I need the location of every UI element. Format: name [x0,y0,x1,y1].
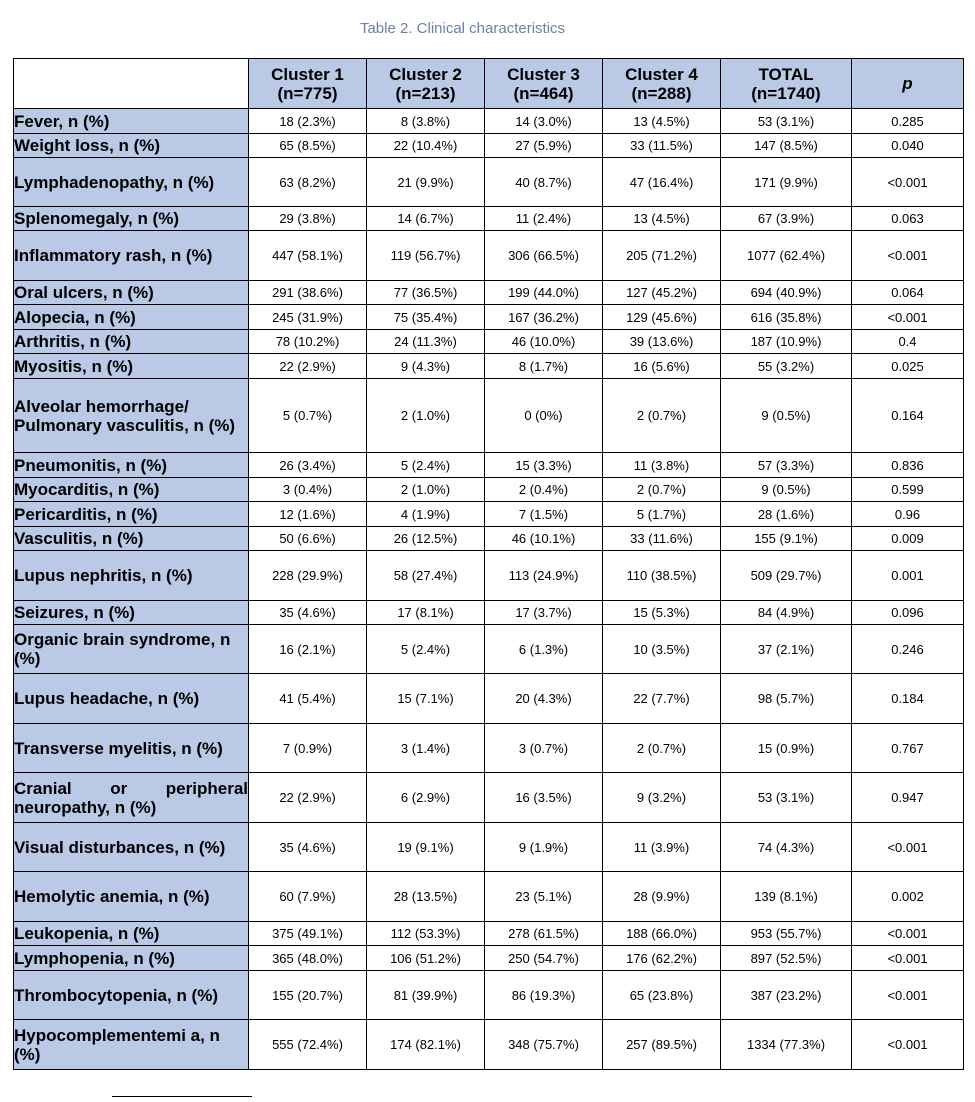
cell-cluster-2: 112 (53.3%) [367,922,485,946]
cell-cluster-1: 228 (29.9%) [249,551,367,601]
cell-p-value: 0.002 [852,872,964,922]
cell-cluster-4: 205 (71.2%) [603,231,721,281]
cell-p-value: <0.001 [852,971,964,1020]
cell-cluster-2: 2 (1.0%) [367,379,485,453]
row-label: Visual disturbances, n (%) [14,823,249,872]
cell-cluster-4: 110 (38.5%) [603,551,721,601]
cell-cluster-1: 60 (7.9%) [249,872,367,922]
cell-cluster-4: 11 (3.8%) [603,453,721,478]
cell-total: 187 (10.9%) [721,330,852,354]
cell-cluster-1: 12 (1.6%) [249,502,367,527]
cell-total: 1077 (62.4%) [721,231,852,281]
cell-p-value: <0.001 [852,823,964,872]
row-label: Pericarditis, n (%) [14,502,249,527]
cell-total: 28 (1.6%) [721,502,852,527]
cell-cluster-1: 35 (4.6%) [249,823,367,872]
cell-cluster-1: 18 (2.3%) [249,109,367,134]
cell-cluster-4: 5 (1.7%) [603,502,721,527]
cell-total: 155 (9.1%) [721,527,852,551]
cell-total: 55 (3.2%) [721,354,852,379]
col-header-cluster-4 [603,59,721,109]
header-row [14,59,964,109]
cell-cluster-3: 306 (66.5%) [485,231,603,281]
table-row [14,922,964,946]
table-row [14,281,964,305]
cell-cluster-4: 127 (45.2%) [603,281,721,305]
clinical-characteristics-table [13,58,964,1070]
cell-cluster-3: 348 (75.7%) [485,1020,603,1070]
cell-cluster-3: 0 (0%) [485,379,603,453]
table-row [14,601,964,625]
cell-cluster-3: 6 (1.3%) [485,625,603,674]
cell-cluster-1: 365 (48.0%) [249,946,367,971]
cell-cluster-3: 2 (0.4%) [485,478,603,502]
cell-total: 616 (35.8%) [721,305,852,330]
cell-cluster-3: 23 (5.1%) [485,872,603,922]
footnote-divider [112,1096,252,1097]
cell-cluster-3: 250 (54.7%) [485,946,603,971]
cell-total: 147 (8.5%) [721,134,852,158]
cell-total: 84 (4.9%) [721,601,852,625]
cell-cluster-3: 15 (3.3%) [485,453,603,478]
cell-p-value: 0.096 [852,601,964,625]
cell-cluster-4: 188 (66.0%) [603,922,721,946]
cell-cluster-3: 7 (1.5%) [485,502,603,527]
cell-cluster-3: 20 (4.3%) [485,674,603,724]
cell-p-value: 0.009 [852,527,964,551]
cell-cluster-1: 291 (38.6%) [249,281,367,305]
cell-cluster-4: 13 (4.5%) [603,109,721,134]
cell-p-value: <0.001 [852,305,964,330]
table-row [14,971,964,1020]
cell-cluster-4: 11 (3.9%) [603,823,721,872]
cell-cluster-1: 29 (3.8%) [249,207,367,231]
row-label: Fever, n (%) [14,109,249,134]
cell-p-value: 0.96 [852,502,964,527]
cell-p-value: 0.064 [852,281,964,305]
cell-cluster-1: 41 (5.4%) [249,674,367,724]
row-label: Hemolytic anemia, n (%) [14,872,249,922]
cell-cluster-4: 2 (0.7%) [603,724,721,773]
table-row [14,674,964,724]
cell-cluster-3: 27 (5.9%) [485,134,603,158]
cell-cluster-3: 199 (44.0%) [485,281,603,305]
row-label: Pneumonitis, n (%) [14,453,249,478]
cell-cluster-1: 155 (20.7%) [249,971,367,1020]
row-label: Lymphopenia, n (%) [14,946,249,971]
cell-p-value: 0.001 [852,551,964,601]
cell-cluster-2: 9 (4.3%) [367,354,485,379]
cell-cluster-4: 22 (7.7%) [603,674,721,724]
col-header-title: TOTAL [758,64,814,84]
cell-p-value: <0.001 [852,922,964,946]
table-row [14,1020,964,1070]
table-row [14,207,964,231]
table-caption: Table 2. Clinical characteristics [359,20,566,37]
cell-cluster-4: 15 (5.3%) [603,601,721,625]
cell-total: 57 (3.3%) [721,453,852,478]
cell-p-value: <0.001 [852,158,964,207]
cell-total: 53 (3.1%) [721,109,852,134]
cell-p-value: 0.4 [852,330,964,354]
cell-cluster-3: 86 (19.3%) [485,971,603,1020]
cell-cluster-4: 2 (0.7%) [603,379,721,453]
cell-cluster-1: 26 (3.4%) [249,453,367,478]
cell-p-value: 0.947 [852,773,964,823]
cell-p-value: 0.063 [852,207,964,231]
cell-cluster-1: 22 (2.9%) [249,354,367,379]
cell-p-value: 0.246 [852,625,964,674]
col-header-n: (n=775) [277,83,338,103]
cell-p-value: 0.040 [852,134,964,158]
cell-cluster-4: 13 (4.5%) [603,207,721,231]
cell-total: 694 (40.9%) [721,281,852,305]
table-row [14,502,964,527]
cell-total: 953 (55.7%) [721,922,852,946]
cell-cluster-4: 65 (23.8%) [603,971,721,1020]
cell-cluster-1: 78 (10.2%) [249,330,367,354]
cell-p-value: <0.001 [852,1020,964,1070]
cell-cluster-2: 24 (11.3%) [367,330,485,354]
cell-p-value: <0.001 [852,946,964,971]
col-header-n: (n=288) [631,83,692,103]
row-label: Splenomegaly, n (%) [14,207,249,231]
row-label: Alveolar hemorrhage/ Pulmonary vasculitis, n (%) [14,379,249,453]
cell-cluster-1: 447 (58.1%) [249,231,367,281]
cell-p-value: 0.025 [852,354,964,379]
cell-cluster-2: 77 (36.5%) [367,281,485,305]
cell-cluster-3: 16 (3.5%) [485,773,603,823]
row-label: Inflammatory rash, n (%) [14,231,249,281]
cell-cluster-2: 14 (6.7%) [367,207,485,231]
row-label: Myocarditis, n (%) [14,478,249,502]
table-row [14,946,964,971]
cell-cluster-3: 278 (61.5%) [485,922,603,946]
table-row [14,625,964,674]
row-label: Organic brain syndrome, n (%) [14,625,249,674]
table-row [14,823,964,872]
col-header-title: Cluster 3 [507,64,580,84]
cell-total: 171 (9.9%) [721,158,852,207]
cell-cluster-4: 2 (0.7%) [603,478,721,502]
cell-cluster-1: 63 (8.2%) [249,158,367,207]
cell-total: 67 (3.9%) [721,207,852,231]
table-row [14,527,964,551]
cell-total: 15 (0.9%) [721,724,852,773]
cell-p-value: 0.599 [852,478,964,502]
cell-cluster-1: 22 (2.9%) [249,773,367,823]
row-label: Transverse myelitis, n (%) [14,724,249,773]
cell-cluster-3: 11 (2.4%) [485,207,603,231]
row-label: Hypocomplementemi a, n (%) [14,1020,249,1070]
table-row [14,773,964,823]
row-label: Leukopenia, n (%) [14,922,249,946]
cell-total: 98 (5.7%) [721,674,852,724]
cell-cluster-2: 2 (1.0%) [367,478,485,502]
cell-total: 509 (29.7%) [721,551,852,601]
cell-p-value: 0.184 [852,674,964,724]
col-header-n: (n=464) [513,83,574,103]
cell-cluster-3: 46 (10.1%) [485,527,603,551]
cell-total: 387 (23.2%) [721,971,852,1020]
cell-cluster-4: 33 (11.5%) [603,134,721,158]
cell-cluster-1: 16 (2.1%) [249,625,367,674]
cell-cluster-2: 6 (2.9%) [367,773,485,823]
row-label: Lupus nephritis, n (%) [14,551,249,601]
table-row [14,158,964,207]
cell-p-value: 0.836 [852,453,964,478]
cell-cluster-2: 5 (2.4%) [367,453,485,478]
cell-cluster-2: 15 (7.1%) [367,674,485,724]
cell-cluster-1: 5 (0.7%) [249,379,367,453]
cell-p-value: 0.767 [852,724,964,773]
col-header-title: Cluster 2 [389,64,462,84]
header-corner [14,59,249,109]
table-row [14,330,964,354]
cell-cluster-2: 17 (8.1%) [367,601,485,625]
col-header-total [721,59,852,109]
cell-total: 1334 (77.3%) [721,1020,852,1070]
cell-cluster-4: 47 (16.4%) [603,158,721,207]
cell-cluster-4: 28 (9.9%) [603,872,721,922]
cell-cluster-2: 75 (35.4%) [367,305,485,330]
cell-cluster-3: 17 (3.7%) [485,601,603,625]
col-header-cluster-1 [249,59,367,109]
cell-cluster-4: 176 (62.2%) [603,946,721,971]
cell-total: 9 (0.5%) [721,379,852,453]
cell-cluster-4: 33 (11.6%) [603,527,721,551]
table-row [14,551,964,601]
cell-cluster-2: 26 (12.5%) [367,527,485,551]
row-label: Vasculitis, n (%) [14,527,249,551]
cell-cluster-2: 106 (51.2%) [367,946,485,971]
col-header-p: p [852,59,964,109]
cell-total: 74 (4.3%) [721,823,852,872]
cell-p-value: <0.001 [852,231,964,281]
col-header-title: Cluster 1 [271,64,344,84]
cell-cluster-2: 174 (82.1%) [367,1020,485,1070]
row-label: Cranial or peripheral neuropathy, n (%) [14,773,249,823]
cell-cluster-3: 3 (0.7%) [485,724,603,773]
cell-cluster-1: 3 (0.4%) [249,478,367,502]
cell-cluster-4: 39 (13.6%) [603,330,721,354]
cell-cluster-2: 21 (9.9%) [367,158,485,207]
cell-cluster-1: 35 (4.6%) [249,601,367,625]
cell-cluster-4: 10 (3.5%) [603,625,721,674]
cell-cluster-3: 167 (36.2%) [485,305,603,330]
table-row [14,478,964,502]
cell-total: 9 (0.5%) [721,478,852,502]
col-header-cluster-3 [485,59,603,109]
cell-cluster-4: 9 (3.2%) [603,773,721,823]
cell-cluster-2: 5 (2.4%) [367,625,485,674]
table-row [14,134,964,158]
cell-cluster-1: 7 (0.9%) [249,724,367,773]
cell-cluster-4: 257 (89.5%) [603,1020,721,1070]
cell-total: 897 (52.5%) [721,946,852,971]
row-label: Myositis, n (%) [14,354,249,379]
cell-cluster-1: 375 (49.1%) [249,922,367,946]
table-row [14,231,964,281]
row-label: Arthritis, n (%) [14,330,249,354]
table-row [14,379,964,453]
cell-cluster-3: 9 (1.9%) [485,823,603,872]
cell-cluster-2: 8 (3.8%) [367,109,485,134]
cell-cluster-3: 14 (3.0%) [485,109,603,134]
cell-cluster-4: 16 (5.6%) [603,354,721,379]
row-label: Alopecia, n (%) [14,305,249,330]
table-row [14,724,964,773]
cell-cluster-2: 3 (1.4%) [367,724,485,773]
cell-cluster-2: 4 (1.9%) [367,502,485,527]
cell-cluster-1: 65 (8.5%) [249,134,367,158]
row-label: Lupus headache, n (%) [14,674,249,724]
cell-cluster-4: 129 (45.6%) [603,305,721,330]
cell-cluster-1: 50 (6.6%) [249,527,367,551]
cell-cluster-2: 58 (27.4%) [367,551,485,601]
cell-cluster-3: 8 (1.7%) [485,354,603,379]
row-label: Seizures, n (%) [14,601,249,625]
table-row [14,354,964,379]
col-header-cluster-2 [367,59,485,109]
table-row [14,872,964,922]
table-row [14,305,964,330]
row-label: Oral ulcers, n (%) [14,281,249,305]
col-header-title: Cluster 4 [625,64,698,84]
cell-cluster-1: 555 (72.4%) [249,1020,367,1070]
col-header-n: (n=213) [395,83,456,103]
cell-total: 37 (2.1%) [721,625,852,674]
cell-total: 139 (8.1%) [721,872,852,922]
cell-cluster-2: 22 (10.4%) [367,134,485,158]
cell-cluster-2: 19 (9.1%) [367,823,485,872]
cell-cluster-2: 119 (56.7%) [367,231,485,281]
row-label: Weight loss, n (%) [14,134,249,158]
cell-cluster-1: 245 (31.9%) [249,305,367,330]
col-header-n: (n=1740) [751,83,821,103]
table-row [14,109,964,134]
row-label: Lymphadenopathy, n (%) [14,158,249,207]
cell-total: 53 (3.1%) [721,773,852,823]
cell-p-value: 0.164 [852,379,964,453]
cell-cluster-2: 81 (39.9%) [367,971,485,1020]
cell-cluster-3: 113 (24.9%) [485,551,603,601]
table-row [14,453,964,478]
cell-cluster-3: 40 (8.7%) [485,158,603,207]
row-label: Thrombocytopenia, n (%) [14,971,249,1020]
cell-cluster-2: 28 (13.5%) [367,872,485,922]
cell-cluster-3: 46 (10.0%) [485,330,603,354]
cell-p-value: 0.285 [852,109,964,134]
